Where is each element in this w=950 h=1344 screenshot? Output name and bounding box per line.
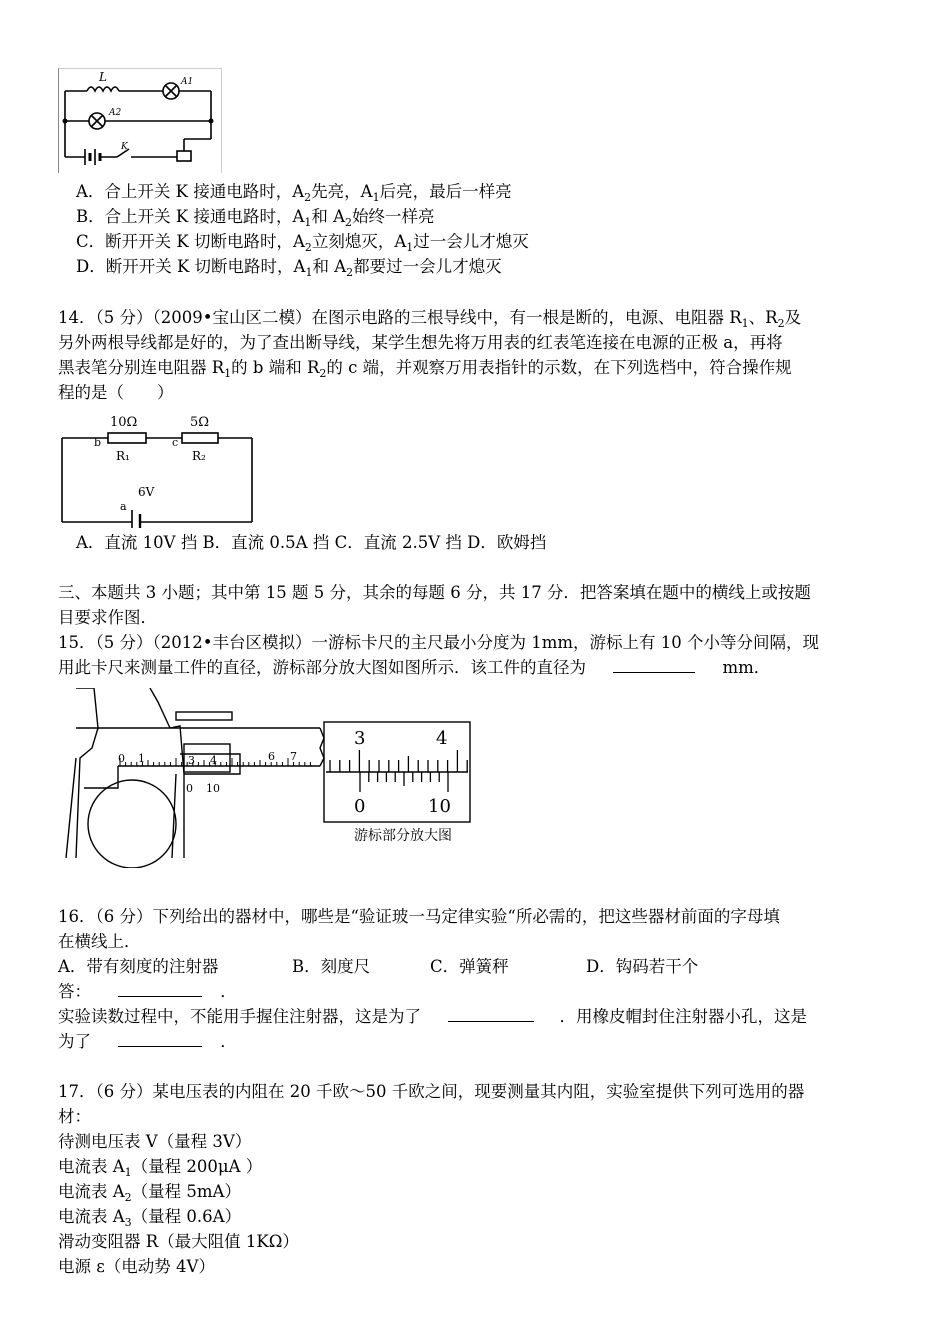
q17-item4-text: 滑动变阻器 R（最大阻值 1KΩ） <box>58 1232 299 1251</box>
q17-item2-text: 电流表 A <box>58 1182 125 1201</box>
q13-option-a <box>76 181 512 203</box>
main-scale-7: 7 <box>290 750 297 763</box>
q16-reason2-blank[interactable] <box>118 1032 202 1047</box>
q13-option-d <box>76 256 502 278</box>
q13-option-c-post: 过一会儿才熄灭 <box>413 232 529 251</box>
q14-line1-text: 14．（5 分）（2009•宝山区二模）在图示电路的三根导线中，有一根是断的，电源、电阻器 R <box>58 308 742 327</box>
q13-option-b-sub1: 1 <box>304 216 312 229</box>
zoom-vernier-0: 0 <box>354 796 366 817</box>
q13-option-b-text: B．合上开关 K 接通电路时，A <box>76 207 305 226</box>
zoom-vernier-10: 10 <box>428 796 451 817</box>
section3-line-1: 三、本题共 3 小题；其中第 15 题 5 分，其余的每题 6 分，共 17 分．把答案填在题中的横线上或按题 <box>58 583 811 602</box>
q14-line3-text: 黑表笔分别连电阻器 R <box>58 358 225 377</box>
zoom-main-4: 4 <box>436 728 448 749</box>
q14-line3-sub1: 1 <box>224 367 232 380</box>
q13-option-b <box>76 206 435 228</box>
r1-label: R₁ <box>116 449 130 463</box>
q17-item-voltmeter <box>58 1131 251 1153</box>
r1-value: 10Ω <box>110 415 138 430</box>
q13-option-d-sub2: 2 <box>346 266 354 279</box>
q17-item3-text: 电流表 A <box>58 1207 125 1226</box>
lamp1-label: A1 <box>181 77 194 87</box>
q13-option-b-post: 始终一样亮 <box>352 207 435 226</box>
q13-option-a-sub2: 1 <box>372 191 380 204</box>
q14-line3-post: 的 c 端，并观察万用表指针的示数，在下列选档中，符合操作规 <box>326 358 792 377</box>
vernier-scale-10: 10 <box>206 782 220 795</box>
q14-circuit-figure <box>58 410 256 528</box>
q16-line-2: 在横线上． <box>58 932 141 951</box>
q14-line3-mid: 的 b 端和 R <box>231 358 320 377</box>
q14-line1-post: 及 <box>784 308 802 327</box>
q13-option-b-mid: 和 A <box>311 207 346 226</box>
r2-value: 5Ω <box>190 415 210 430</box>
q14-line1-sub2: 2 <box>777 317 785 330</box>
q15-line-2 <box>58 657 770 679</box>
q17-item-ammeter-3 <box>58 1206 241 1228</box>
q13-option-a-sub1: 2 <box>304 191 312 204</box>
q16-line4-text: 实验读数过程中，不能用手握住注射器，这是为了 <box>58 1007 421 1026</box>
q14-line-2: 另外两根导线都是好的，为了查出断导线，某学生想先将万用表的红表笔连接在电源的正极 a，再将 <box>58 333 783 352</box>
q13-option-c <box>76 231 529 253</box>
q15-line-1: 15．（5 分）（2012•丰台区模拟）一游标卡尺的主尺最小分度为 1mm，游标上有 10 个小等分间隔，现 <box>58 633 819 652</box>
q17-item5-text: 电源 ε（电动势 4V） <box>58 1257 215 1276</box>
main-scale-1: 1 <box>138 752 145 765</box>
q13-option-b-sub2: 2 <box>345 216 353 229</box>
q16-option-c: C．弹簧秤 <box>430 957 509 976</box>
q15-answer-blank[interactable] <box>613 658 695 673</box>
q13-option-a-post: 后亮，最后一样亮 <box>379 182 512 201</box>
q13-option-c-sub1: 2 <box>304 241 312 254</box>
q15-unit: mm． <box>722 658 771 677</box>
q13-option-a-text: A．合上开关 K 接通电路时，A <box>76 182 305 201</box>
emf-label: 6V <box>138 485 155 499</box>
vernier-scale-0: 0 <box>186 782 193 795</box>
q14-options: A．直流 10V 挡 B．直流 0.5A 挡 C．直流 2.5V 挡 D．欧姆挡 <box>76 533 547 552</box>
q14-line-4: 程的是（ ） <box>58 383 174 402</box>
q13-option-a-mid: 先亮，A <box>311 182 373 201</box>
r2-label: R₂ <box>192 449 206 463</box>
q17-item-ammeter-2 <box>58 1181 241 1203</box>
q16-answer-blank[interactable] <box>118 982 202 997</box>
q14-line-3 <box>58 357 792 379</box>
point-c: c <box>172 436 179 449</box>
q14-line1-sub1: 1 <box>741 317 749 330</box>
q16-line4-post: ．用橡皮帽封住注射器小孔，这是 <box>559 1007 807 1026</box>
q13-option-d-sub1: 1 <box>305 266 313 279</box>
q15-line2-text: 用此卡尺来测量工件的直径，游标部分放大图如图所示．该工件的直径为 <box>58 658 586 677</box>
point-b: b <box>94 436 102 449</box>
q16-answer-line <box>58 981 237 1003</box>
q13-option-c-mid: 立刻熄灭，A <box>311 232 407 251</box>
q17-item0-text: 待测电压表 V（量程 3V） <box>58 1132 252 1151</box>
q16-option-a: A．带有刻度的注射器 <box>58 957 219 976</box>
q17-item-source <box>58 1256 215 1278</box>
q17-item2-post: （量程 5mA） <box>131 1182 241 1201</box>
point-a: a <box>120 500 127 513</box>
q16-line5-dot: ． <box>220 1032 237 1051</box>
q17-item-rheostat <box>58 1231 299 1253</box>
q16-line-1: 16．（6 分）下列给出的器材中，哪些是“验证玻一马定律实验“所必需的，把这些器材前面的字母填 <box>58 907 780 926</box>
q13-circuit-figure <box>58 68 222 173</box>
q17-item-ammeter-1 <box>58 1156 262 1178</box>
q14-line1-mid: 、R <box>748 308 778 327</box>
q16-line-5 <box>58 1031 237 1053</box>
q13-option-d-text: D．断开开关 K 切断电路时，A <box>76 257 306 276</box>
q16-option-b: B．刻度尺 <box>292 957 371 976</box>
q17-item3-post: （量程 0.6A） <box>131 1207 242 1226</box>
q14-line3-sub2: 2 <box>319 367 327 380</box>
q13-option-d-post: 都要过一会儿才熄灭 <box>353 257 502 276</box>
main-scale-0: 0 <box>118 752 125 765</box>
q16-reason1-blank[interactable] <box>448 1007 534 1022</box>
q16-line-4 <box>58 1006 807 1028</box>
lamp2-label: A2 <box>109 108 122 118</box>
main-scale-3: 3 <box>188 754 195 767</box>
zoom-caption: 游标部分放大图 <box>354 828 452 844</box>
q13-option-c-text: C．断开开关 K 切断电路时，A <box>76 232 305 251</box>
q17-item2-sub: 2 <box>124 1191 132 1204</box>
q16-answer-dot: ． <box>220 982 237 1001</box>
q16-option-d: D．钩码若干个 <box>586 957 699 976</box>
q17-line-1: 17．（6 分）某电压表的内阻在 20 千欧～50 千欧之间，现要测量其内阻，实验室提供下列可选用的器 <box>58 1082 805 1101</box>
q17-line-2: 材： <box>58 1107 91 1126</box>
q17-item1-post: （量程 200μA ） <box>131 1157 263 1176</box>
q16-answer-label: 答： <box>58 982 91 1001</box>
zoom-main-3: 3 <box>354 728 366 749</box>
q13-option-d-mid: 和 A <box>312 257 347 276</box>
q14-line-1 <box>58 307 801 329</box>
switch-label: K <box>121 142 128 152</box>
q17-item1-text: 电流表 A <box>58 1157 125 1176</box>
q16-line5-text: 为了 <box>58 1032 91 1051</box>
q17-item1-sub: 1 <box>124 1166 132 1179</box>
inductor-label: L <box>99 70 107 84</box>
q13-option-c-sub2: 1 <box>406 241 414 254</box>
q17-item3-sub: 3 <box>124 1216 132 1229</box>
q15-caliper-figure <box>58 688 480 868</box>
main-scale-4: 4 <box>210 754 217 767</box>
main-scale-6: 6 <box>268 750 275 763</box>
section3-line-2: 目要求作图． <box>58 608 157 627</box>
